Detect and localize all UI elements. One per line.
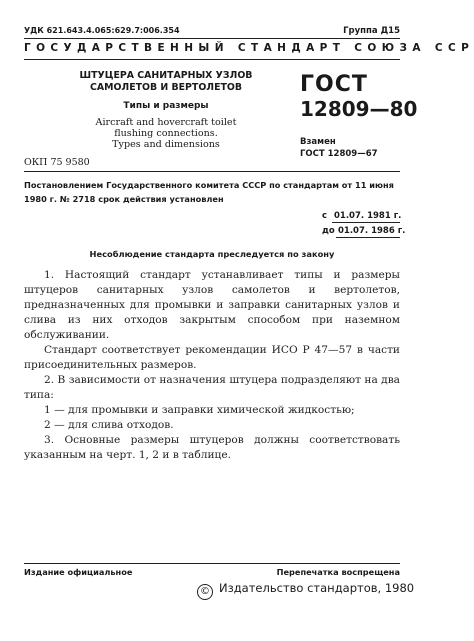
paragraph-4: 1 — для промывки и заправки химической жидкостью; <box>44 404 355 416</box>
legal-warning: Несоблюдение стандарта преследуется по закону <box>89 249 335 259</box>
title-en-line1: Aircraft and hovercraft toilet <box>95 117 237 128</box>
replaces-label: Взамен <box>300 137 336 147</box>
decree-line1: Постановлением Государственного комитета СССР по стандартам от 11 июня <box>24 180 394 190</box>
subtitle-ru: Типы и размеры <box>123 101 209 111</box>
effective-to-date: 01.07. 1986 г. <box>338 226 406 236</box>
paragraph-3: 2. В зависимости от назначения штуцера подразделяют на два типа: <box>24 374 400 401</box>
group-code: Группа Д15 <box>343 26 400 36</box>
okp-code: ОКП 75 9580 <box>24 157 90 168</box>
effective-to-underline <box>336 237 400 238</box>
copyright-line <box>197 581 414 600</box>
effective-from-label: с <box>322 211 328 221</box>
title-ru-line2: САМОЛЕТОВ И ВЕРТОЛЕТОВ <box>90 82 242 93</box>
effective-from-underline <box>332 222 400 223</box>
title-en-line3: Types and dimensions <box>112 139 220 150</box>
effective-to-label: до <box>322 226 335 236</box>
gost-number: 12809—80 <box>300 97 418 121</box>
decree-line2: 1980 г. № 2718 срок действия установлен <box>24 194 224 204</box>
footer-rule <box>24 563 400 564</box>
title-ru-line1: ШТУЦЕРА САНИТАРНЫХ УЗЛОВ <box>79 70 253 81</box>
replaces-value: ГОСТ 12809—67 <box>300 149 378 159</box>
title-en-line2: flushing connections. <box>114 128 218 139</box>
title-rule <box>24 171 400 172</box>
paragraph-1: 1. Настоящий стандарт устанавливает типы и размеры штуцеров санитарных узлов самолетов и вертолетов, предназначенных для промывки и заправки санитарных узлов и слива из них отходов закрытым способом при наземном обслуживании. <box>24 269 400 341</box>
udk-code: УДК 621.643.4.065:629.7:006.354 <box>24 26 180 35</box>
paragraph-2: Стандарт соответствует рекомендации ИСО Р 47—57 в части присоединительных размеров. <box>24 344 400 371</box>
header-rule-bottom <box>24 59 400 60</box>
gost-label: ГОСТ <box>300 72 368 97</box>
official-edition: Издание официальное <box>24 567 133 577</box>
copyright-icon: © <box>197 584 213 600</box>
effective-from-date: 01.07. 1981 г. <box>334 211 402 221</box>
reprint-prohibited: Перепечатка воспрещена <box>276 567 400 577</box>
paragraph-5: 2 — для слива отходов. <box>44 419 174 431</box>
copyright-text: Издательство стандартов, 1980 <box>219 581 415 595</box>
paragraph-6: 3. Основные размеры штуцеров должны соответствовать указанным на черт. 1, 2 и в таблице. <box>24 434 400 461</box>
standard-banner: ГОСУДАРСТВЕННЫЙ СТАНДАРТ СОЮЗА ССР <box>24 42 474 54</box>
body-text <box>24 268 400 463</box>
header-rule-top <box>24 38 400 39</box>
